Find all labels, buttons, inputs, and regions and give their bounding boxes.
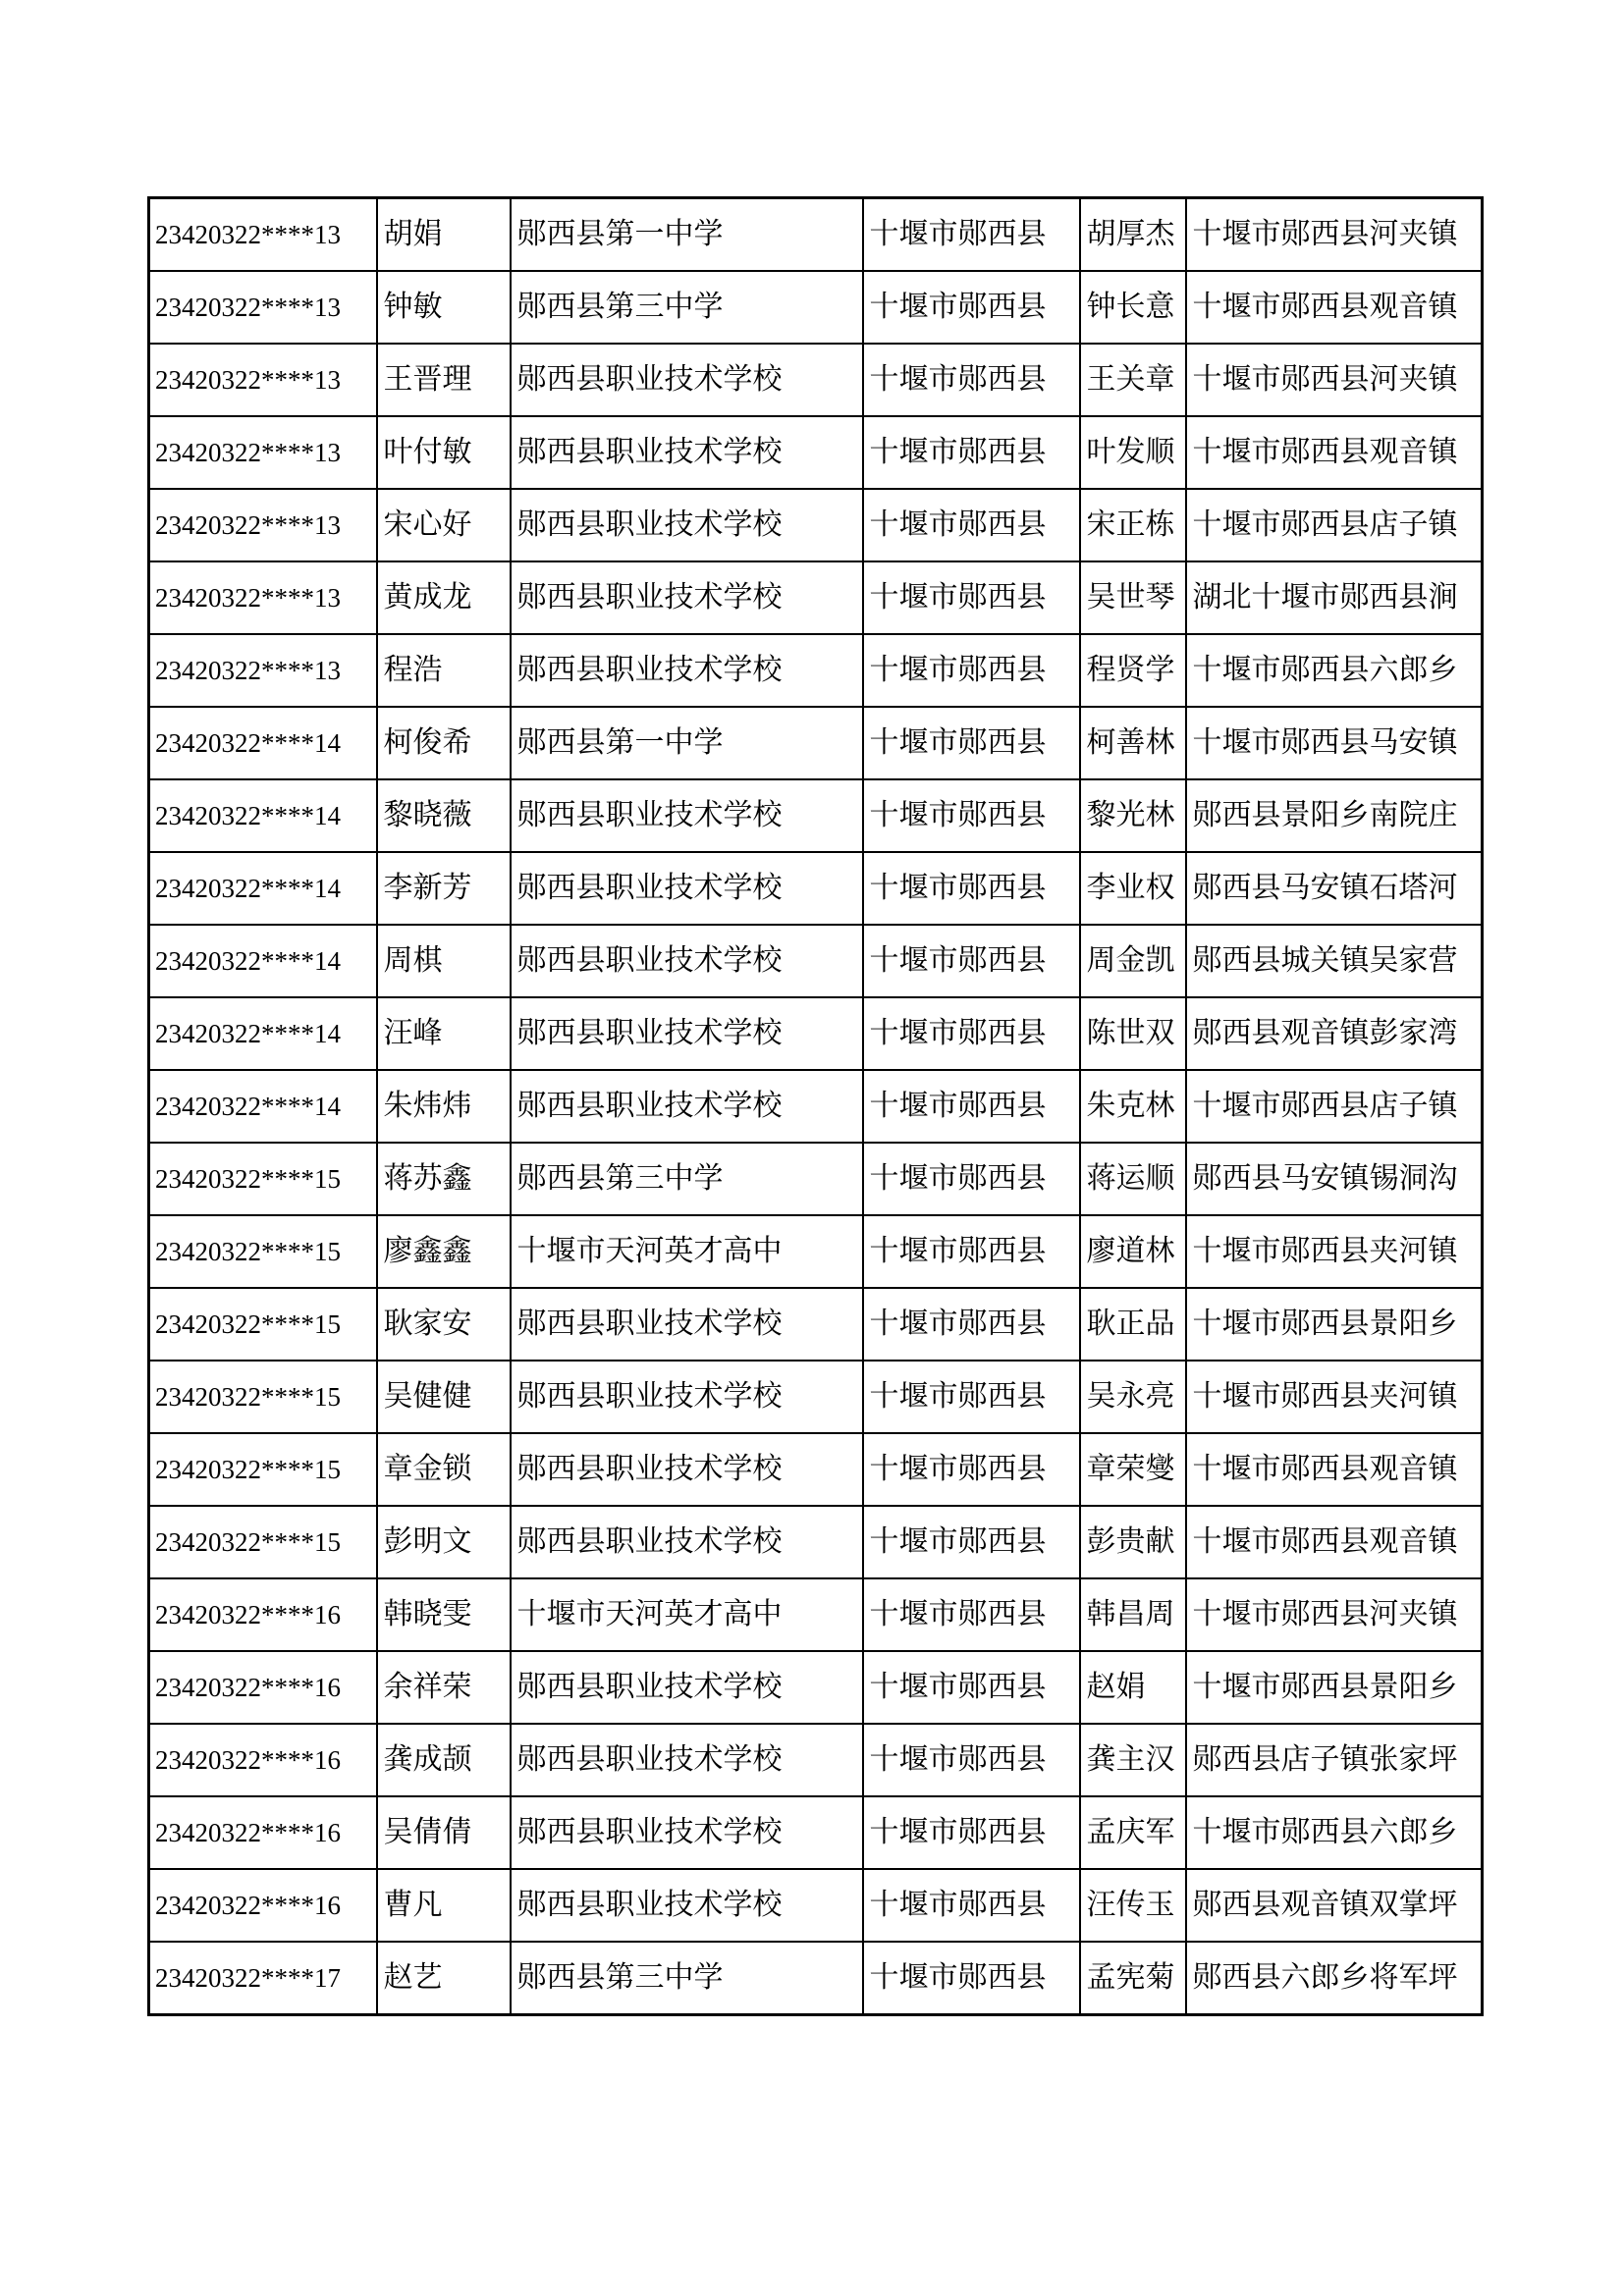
id-number-cell: 23420322****14 [149, 852, 377, 925]
table-row [149, 707, 1483, 779]
id-number-cell: 23420322****15 [149, 1215, 377, 1288]
id-number-cell: 23420322****15 [149, 1361, 377, 1433]
household-location-cell: 十堰市郧西县 [863, 416, 1080, 489]
student-name-cell: 赵艺 [377, 1942, 511, 2015]
household-location-cell: 十堰市郧西县 [863, 634, 1080, 707]
id-number-cell: 23420322****14 [149, 925, 377, 997]
id-number-cell: 23420322****13 [149, 416, 377, 489]
student-name-cell: 朱炜炜 [377, 1070, 511, 1143]
school-cell: 郧西县职业技术学校 [511, 1433, 863, 1506]
home-address-cell: 郧西县六郎乡将军坪 [1186, 1942, 1483, 2015]
parent-name-cell: 廖道林 [1080, 1215, 1186, 1288]
school-cell: 郧西县职业技术学校 [511, 561, 863, 634]
home-address-cell: 十堰市郧西县观音镇 [1186, 416, 1483, 489]
table-row [149, 1506, 1483, 1578]
home-address-cell: 十堰市郧西县河夹镇 [1186, 198, 1483, 272]
household-location-cell: 十堰市郧西县 [863, 1724, 1080, 1796]
table-row [149, 489, 1483, 561]
home-address-cell: 十堰市郧西县景阳乡 [1186, 1651, 1483, 1724]
home-address-cell: 郧西县观音镇彭家湾 [1186, 997, 1483, 1070]
table-row [149, 271, 1483, 344]
table-row [149, 1796, 1483, 1869]
home-address-cell: 郧西县城关镇吴家营 [1186, 925, 1483, 997]
table-row [149, 1869, 1483, 1942]
home-address-cell: 十堰市郧西县店子镇 [1186, 1070, 1483, 1143]
parent-name-cell: 韩昌周 [1080, 1578, 1186, 1651]
student-name-cell: 吴倩倩 [377, 1796, 511, 1869]
school-cell: 郧西县职业技术学校 [511, 1651, 863, 1724]
household-location-cell: 十堰市郧西县 [863, 1506, 1080, 1578]
parent-name-cell: 胡厚杰 [1080, 198, 1186, 272]
school-cell: 郧西县第一中学 [511, 198, 863, 272]
table-body [149, 198, 1483, 2015]
id-number-cell: 23420322****13 [149, 561, 377, 634]
home-address-cell: 十堰市郧西县观音镇 [1186, 1433, 1483, 1506]
id-number-cell: 23420322****13 [149, 271, 377, 344]
school-cell: 郧西县第三中学 [511, 1942, 863, 2015]
household-location-cell: 十堰市郧西县 [863, 1288, 1080, 1361]
table-row [149, 1361, 1483, 1433]
parent-name-cell: 孟宪菊 [1080, 1942, 1186, 2015]
household-location-cell: 十堰市郧西县 [863, 271, 1080, 344]
parent-name-cell: 钟长意 [1080, 271, 1186, 344]
id-number-cell: 23420322****14 [149, 707, 377, 779]
parent-name-cell: 朱克林 [1080, 1070, 1186, 1143]
school-cell: 郧西县第三中学 [511, 1143, 863, 1215]
home-address-cell: 十堰市郧西县夹河镇 [1186, 1215, 1483, 1288]
student-name-cell: 吴健健 [377, 1361, 511, 1433]
household-location-cell: 十堰市郧西县 [863, 489, 1080, 561]
table-row [149, 1215, 1483, 1288]
student-name-cell: 龚成颉 [377, 1724, 511, 1796]
home-address-cell: 郧西县店子镇张家坪 [1186, 1724, 1483, 1796]
school-cell: 郧西县职业技术学校 [511, 1869, 863, 1942]
student-name-cell: 廖鑫鑫 [377, 1215, 511, 1288]
household-location-cell: 十堰市郧西县 [863, 997, 1080, 1070]
table-row [149, 997, 1483, 1070]
student-name-cell: 汪峰 [377, 997, 511, 1070]
student-name-cell: 章金锁 [377, 1433, 511, 1506]
student-name-cell: 胡娟 [377, 198, 511, 272]
parent-name-cell: 李业权 [1080, 852, 1186, 925]
school-cell: 郧西县第一中学 [511, 707, 863, 779]
table-row [149, 344, 1483, 416]
id-number-cell: 23420322****14 [149, 1070, 377, 1143]
household-location-cell: 十堰市郧西县 [863, 779, 1080, 852]
household-location-cell: 十堰市郧西县 [863, 1796, 1080, 1869]
parent-name-cell: 宋正栋 [1080, 489, 1186, 561]
school-cell: 郧西县职业技术学校 [511, 925, 863, 997]
home-address-cell: 十堰市郧西县六郎乡 [1186, 1796, 1483, 1869]
id-number-cell: 23420322****16 [149, 1796, 377, 1869]
table-row [149, 852, 1483, 925]
student-name-cell: 曹凡 [377, 1869, 511, 1942]
school-cell: 郧西县职业技术学校 [511, 1796, 863, 1869]
parent-name-cell: 赵娟 [1080, 1651, 1186, 1724]
id-number-cell: 23420322****17 [149, 1942, 377, 2015]
student-name-cell: 周棋 [377, 925, 511, 997]
home-address-cell: 十堰市郧西县河夹镇 [1186, 344, 1483, 416]
student-name-cell: 黄成龙 [377, 561, 511, 634]
household-location-cell: 十堰市郧西县 [863, 925, 1080, 997]
parent-name-cell: 陈世双 [1080, 997, 1186, 1070]
student-name-cell: 彭明文 [377, 1506, 511, 1578]
table-row [149, 1070, 1483, 1143]
school-cell: 郧西县职业技术学校 [511, 489, 863, 561]
home-address-cell: 十堰市郧西县观音镇 [1186, 1506, 1483, 1578]
student-name-cell: 蒋苏鑫 [377, 1143, 511, 1215]
table-row [149, 1651, 1483, 1724]
parent-name-cell: 章荣燮 [1080, 1433, 1186, 1506]
table-row [149, 198, 1483, 272]
home-address-cell: 郧西县景阳乡南院庄 [1186, 779, 1483, 852]
table-row [149, 634, 1483, 707]
household-location-cell: 十堰市郧西县 [863, 561, 1080, 634]
home-address-cell: 郧西县马安镇锡洞沟 [1186, 1143, 1483, 1215]
school-cell: 郧西县职业技术学校 [511, 416, 863, 489]
table-row [149, 1942, 1483, 2015]
parent-name-cell: 龚主汉 [1080, 1724, 1186, 1796]
home-address-cell: 十堰市郧西县店子镇 [1186, 489, 1483, 561]
household-location-cell: 十堰市郧西县 [863, 1869, 1080, 1942]
school-cell: 郧西县职业技术学校 [511, 852, 863, 925]
id-number-cell: 23420322****13 [149, 634, 377, 707]
table-row [149, 1433, 1483, 1506]
student-name-cell: 王晋理 [377, 344, 511, 416]
home-address-cell: 郧西县马安镇石塔河 [1186, 852, 1483, 925]
household-location-cell: 十堰市郧西县 [863, 1942, 1080, 2015]
table-row [149, 1724, 1483, 1796]
school-cell: 郧西县职业技术学校 [511, 1070, 863, 1143]
data-table [147, 196, 1484, 2016]
home-address-cell: 十堰市郧西县景阳乡 [1186, 1288, 1483, 1361]
table-row [149, 925, 1483, 997]
home-address-cell: 十堰市郧西县六郎乡 [1186, 634, 1483, 707]
student-name-cell: 钟敏 [377, 271, 511, 344]
student-name-cell: 程浩 [377, 634, 511, 707]
parent-name-cell: 耿正品 [1080, 1288, 1186, 1361]
household-location-cell: 十堰市郧西县 [863, 1070, 1080, 1143]
parent-name-cell: 蒋运顺 [1080, 1143, 1186, 1215]
school-cell: 郧西县职业技术学校 [511, 634, 863, 707]
id-number-cell: 23420322****16 [149, 1651, 377, 1724]
id-number-cell: 23420322****13 [149, 489, 377, 561]
id-number-cell: 23420322****16 [149, 1869, 377, 1942]
student-name-cell: 叶付敏 [377, 416, 511, 489]
parent-name-cell: 吴永亮 [1080, 1361, 1186, 1433]
household-location-cell: 十堰市郧西县 [863, 1578, 1080, 1651]
household-location-cell: 十堰市郧西县 [863, 1361, 1080, 1433]
school-cell: 郧西县职业技术学校 [511, 779, 863, 852]
id-number-cell: 23420322****16 [149, 1578, 377, 1651]
student-name-cell: 余祥荣 [377, 1651, 511, 1724]
id-number-cell: 23420322****13 [149, 198, 377, 272]
school-cell: 郧西县职业技术学校 [511, 997, 863, 1070]
id-number-cell: 23420322****15 [149, 1143, 377, 1215]
parent-name-cell: 王关章 [1080, 344, 1186, 416]
household-location-cell: 十堰市郧西县 [863, 1143, 1080, 1215]
student-name-cell: 耿家安 [377, 1288, 511, 1361]
student-name-cell: 韩晓雯 [377, 1578, 511, 1651]
id-number-cell: 23420322****15 [149, 1288, 377, 1361]
parent-name-cell: 周金凯 [1080, 925, 1186, 997]
home-address-cell: 十堰市郧西县夹河镇 [1186, 1361, 1483, 1433]
student-name-cell: 李新芳 [377, 852, 511, 925]
school-cell: 郧西县职业技术学校 [511, 344, 863, 416]
home-address-cell: 十堰市郧西县河夹镇 [1186, 1578, 1483, 1651]
parent-name-cell: 彭贵献 [1080, 1506, 1186, 1578]
household-location-cell: 十堰市郧西县 [863, 344, 1080, 416]
school-cell: 郧西县职业技术学校 [511, 1724, 863, 1796]
table-row [149, 1578, 1483, 1651]
student-name-cell: 柯俊希 [377, 707, 511, 779]
household-location-cell: 十堰市郧西县 [863, 198, 1080, 272]
home-address-cell: 十堰市郧西县马安镇 [1186, 707, 1483, 779]
id-number-cell: 23420322****16 [149, 1724, 377, 1796]
parent-name-cell: 叶发顺 [1080, 416, 1186, 489]
parent-name-cell: 黎光林 [1080, 779, 1186, 852]
table-row [149, 779, 1483, 852]
school-cell: 十堰市天河英才高中 [511, 1215, 863, 1288]
parent-name-cell: 程贤学 [1080, 634, 1186, 707]
id-number-cell: 23420322****15 [149, 1433, 377, 1506]
home-address-cell: 湖北十堰市郧西县涧 [1186, 561, 1483, 634]
school-cell: 郧西县职业技术学校 [511, 1288, 863, 1361]
table-row [149, 1288, 1483, 1361]
household-location-cell: 十堰市郧西县 [863, 1433, 1080, 1506]
table-row [149, 1143, 1483, 1215]
parent-name-cell: 吴世琴 [1080, 561, 1186, 634]
household-location-cell: 十堰市郧西县 [863, 1651, 1080, 1724]
household-location-cell: 十堰市郧西县 [863, 852, 1080, 925]
school-cell: 十堰市天河英才高中 [511, 1578, 863, 1651]
id-number-cell: 23420322****14 [149, 997, 377, 1070]
student-name-cell: 宋心好 [377, 489, 511, 561]
table-row [149, 416, 1483, 489]
school-cell: 郧西县职业技术学校 [511, 1361, 863, 1433]
household-location-cell: 十堰市郧西县 [863, 707, 1080, 779]
parent-name-cell: 汪传玉 [1080, 1869, 1186, 1942]
id-number-cell: 23420322****13 [149, 344, 377, 416]
parent-name-cell: 柯善林 [1080, 707, 1186, 779]
school-cell: 郧西县第三中学 [511, 271, 863, 344]
id-number-cell: 23420322****14 [149, 779, 377, 852]
table-row [149, 561, 1483, 634]
id-number-cell: 23420322****15 [149, 1506, 377, 1578]
home-address-cell: 郧西县观音镇双掌坪 [1186, 1869, 1483, 1942]
student-name-cell: 黎晓薇 [377, 779, 511, 852]
parent-name-cell: 孟庆军 [1080, 1796, 1186, 1869]
school-cell: 郧西县职业技术学校 [511, 1506, 863, 1578]
home-address-cell: 十堰市郧西县观音镇 [1186, 271, 1483, 344]
household-location-cell: 十堰市郧西县 [863, 1215, 1080, 1288]
